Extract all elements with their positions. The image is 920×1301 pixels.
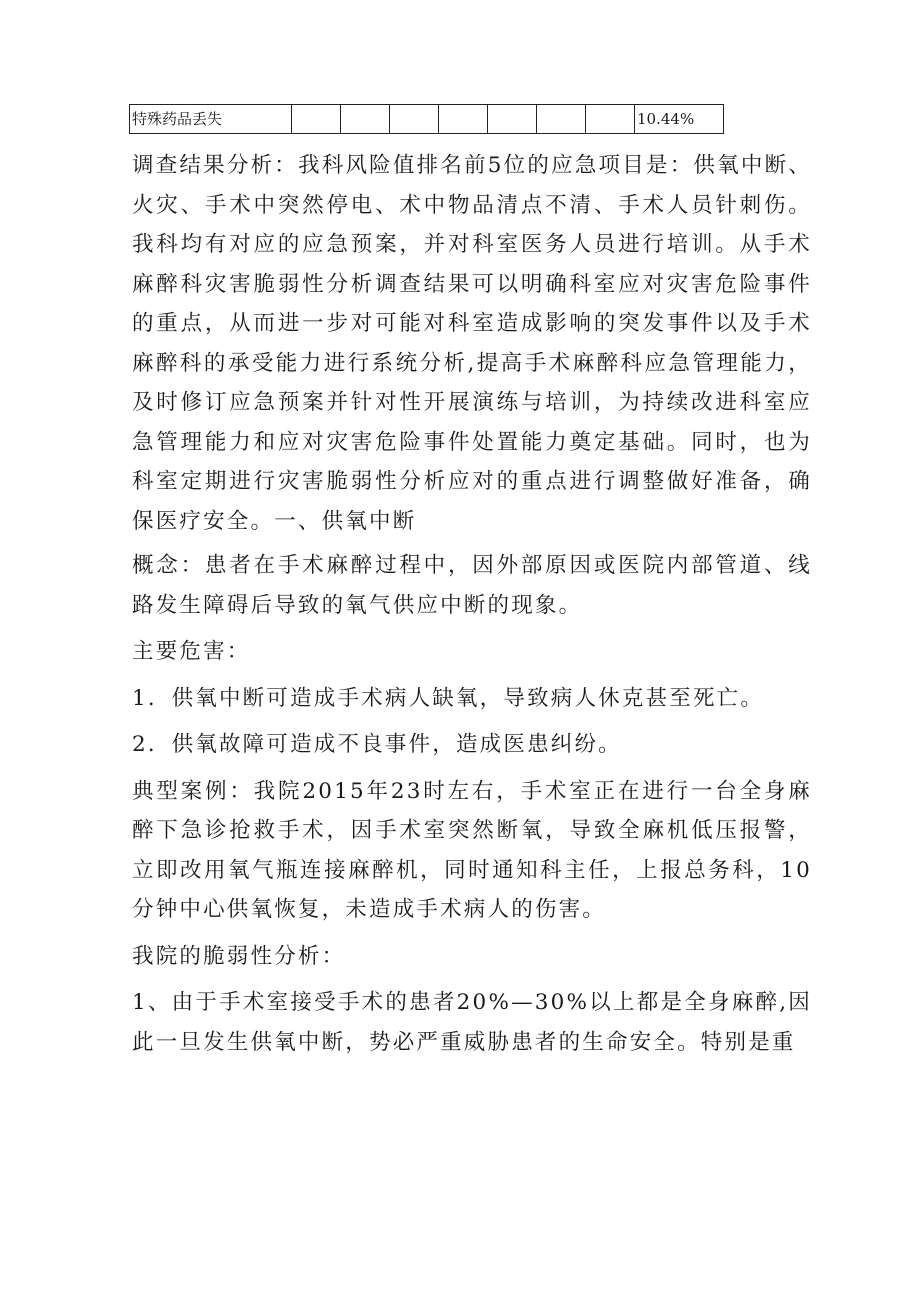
paragraph-vulnerability-1: 1、由于手术室接受手术的患者20%—30%以上都是全身麻醉,因此一旦发生供氧中断，势必严重威胁患者的生命安全。特别是重 — [132, 990, 812, 1055]
paragraph-vulnerability-heading: 我院的脆弱性分析： — [132, 943, 346, 969]
paragraph-analysis: 调查结果分析：我科风险值排名前5位的应急项目是：供氧中断、火灾、手术中突然停电、术中物品清点不清、手术人员针刺伤。我科均有对应的应急预案，并对科室医务人员进行培训。从手术麻醉科灾害脆弱性分析调查结果可以明确科室应对灾害危险事件的重点，从而进一步对可能对科室造成影响的突发事件以及手术麻醉科的承受能力进行系统分析,提高手术麻醉科应急管理能力，及时修订应急预案并针对性开展演练与培训，为持续改进科室应急管理能力和应对灾害危险事件处置能力奠定基础。同时，也为科室定期进行灾害脆弱性分析应对的重点进行调整做好准备，确保医疗安全。一、供氧中断 — [132, 153, 812, 534]
table-cell-empty — [537, 105, 586, 134]
table-cell-empty — [439, 105, 488, 134]
table-cell-empty — [586, 105, 635, 134]
table-cell-empty — [292, 105, 341, 134]
paragraph-concept: 概念：患者在手术麻醉过程中，因外部原因或医院内部管道、线路发生障碍后导致的氧气供应中断的现象。 — [132, 553, 812, 618]
paragraph-hazard-heading: 主要危害： — [132, 639, 251, 664]
table-cell-empty — [488, 105, 537, 134]
table-cell-empty — [390, 105, 439, 134]
paragraph-hazard-1: 1．供氧中断可造成手术病人缺氧，导致病人休克甚至死亡。 — [132, 685, 765, 711]
table-cell-value: 10.44% — [635, 105, 724, 134]
table-cell-empty — [341, 105, 390, 134]
table-cell-item: 特殊药品丢失 — [130, 105, 292, 134]
body-text — [132, 146, 812, 1062]
paragraph-hazard-2: 2．供氧故障可造成不良事件，造成医患纠纷。 — [132, 732, 622, 757]
table-row — [130, 105, 724, 134]
paragraph-case: 典型案例：我院2015年23时左右，手术室正在进行一台全身麻醉下急诊抢救手术，因手术室突然断氧，导致全麻机低压报警，立即改用氧气瓶连接麻醉机，同时通知科主任，上报总务科，10分钟中心供氧恢复，未造成手术病人的伤害。 — [132, 778, 812, 922]
risk-table — [129, 104, 724, 134]
